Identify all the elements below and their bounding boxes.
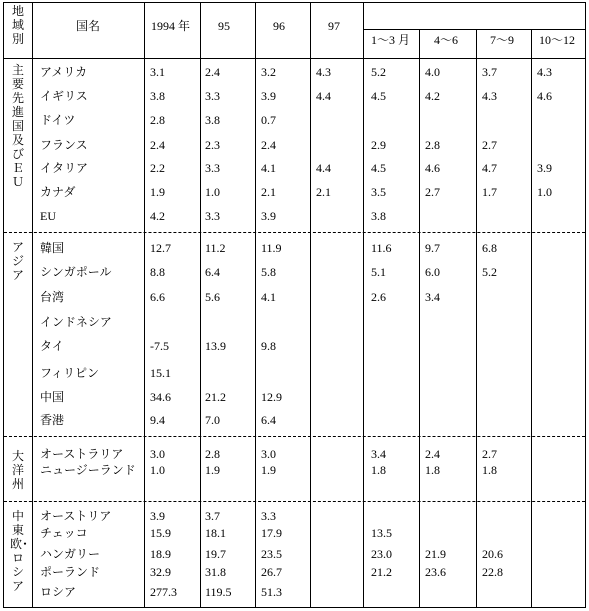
value-cell: 3.4 (371, 447, 386, 461)
header-97: 97 (328, 19, 340, 33)
col-divider (531, 29, 532, 607)
value-cell: 3.7 (205, 509, 220, 523)
value-cell: 11.9 (261, 241, 282, 255)
value-cell: 2.1 (316, 185, 331, 199)
country-name: イタリア (40, 161, 89, 175)
value-cell: 4.4 (316, 89, 331, 103)
country-name: EU (40, 209, 56, 223)
col-divider (32, 3, 33, 607)
region-divider (4, 436, 585, 437)
country-name: 韓国 (40, 241, 65, 255)
value-cell: 23.0 (371, 547, 392, 561)
region-divider (4, 232, 585, 233)
value-cell: 9.7 (425, 241, 440, 255)
value-cell: 15.9 (150, 526, 171, 540)
region-label-major: 主要先進国及びＥＵ (11, 63, 24, 189)
value-cell: 7.0 (205, 413, 220, 427)
country-name: シンガポール (40, 265, 112, 279)
value-cell: 12.9 (261, 390, 282, 404)
value-cell: 2.2 (150, 161, 165, 175)
col-divider (144, 3, 145, 607)
value-cell: 5.2 (482, 265, 497, 279)
value-cell: 23.6 (425, 565, 446, 579)
country-name: ドイツ (40, 113, 76, 127)
value-cell: 4.3 (482, 89, 497, 103)
value-cell: 1.8 (482, 463, 497, 477)
value-cell: 1.7 (482, 185, 497, 199)
region-label-oceania: 大洋州 (11, 449, 24, 491)
value-cell: 8.8 (150, 265, 165, 279)
region-divider (4, 501, 585, 502)
value-cell: 6.8 (482, 241, 497, 255)
value-cell: 4.5 (371, 161, 386, 175)
value-cell: 3.9 (261, 209, 276, 223)
value-cell: 2.8 (205, 447, 220, 461)
col-divider (363, 3, 364, 607)
value-cell: 0.7 (261, 113, 276, 127)
value-cell: 3.0 (261, 447, 276, 461)
value-cell: 4.4 (316, 161, 331, 175)
value-cell: 3.2 (261, 65, 276, 79)
value-cell: 5.1 (371, 265, 386, 279)
value-cell: 5.2 (371, 65, 386, 79)
value-cell: 2.9 (371, 138, 386, 152)
value-cell: 1.0 (205, 185, 220, 199)
country-name: ハンガリー (40, 547, 101, 561)
value-cell: 23.5 (261, 547, 282, 561)
value-cell: 3.5 (371, 185, 386, 199)
country-name: カナダ (40, 185, 76, 199)
value-cell: 2.7 (425, 185, 440, 199)
value-cell: 3.3 (205, 161, 220, 175)
value-cell: 34.6 (150, 390, 171, 404)
region-label-cee-russia: 中東欧･ロシア (10, 509, 29, 593)
data-table (3, 2, 586, 608)
value-cell: 3.9 (537, 161, 552, 175)
country-name: ニュージーランド (40, 463, 136, 477)
value-cell: 3.0 (150, 447, 165, 461)
value-cell: 2.4 (150, 138, 165, 152)
value-cell: 3.4 (425, 290, 440, 304)
value-cell: 12.7 (150, 241, 171, 255)
value-cell: 2.7 (482, 447, 497, 461)
quarter-header-line (363, 29, 585, 30)
value-cell: 4.0 (425, 65, 440, 79)
value-cell: 18.9 (150, 547, 171, 561)
value-cell: 3.9 (150, 509, 165, 523)
header-1994: 1994 年 (151, 19, 191, 33)
value-cell: 13.5 (371, 526, 392, 540)
value-cell: 4.3 (316, 65, 331, 79)
value-cell: 4.7 (482, 161, 497, 175)
value-cell: 277.3 (150, 585, 177, 599)
region-label-asia: アジア (11, 240, 24, 282)
header-bottom-line (4, 58, 585, 59)
value-cell: 5.6 (205, 290, 220, 304)
value-cell: 119.5 (205, 585, 232, 599)
header-region: 地域別 (11, 4, 24, 46)
col-divider (200, 3, 201, 607)
value-cell: 1.9 (150, 185, 165, 199)
value-cell: 51.3 (261, 585, 282, 599)
value-cell: 3.8 (150, 89, 165, 103)
country-name: インドネシア (40, 315, 112, 329)
header-96: 96 (273, 19, 285, 33)
value-cell: 21.9 (425, 547, 446, 561)
value-cell: 2.6 (371, 290, 386, 304)
value-cell: 3.1 (150, 65, 165, 79)
value-cell: 3.8 (371, 209, 386, 223)
value-cell: 11.2 (205, 241, 226, 255)
value-cell: 3.3 (205, 89, 220, 103)
header-q4: 10～12 (539, 33, 576, 47)
country-name: ポーランド (40, 565, 101, 579)
col-divider (419, 29, 420, 607)
value-cell: 2.4 (261, 138, 276, 152)
value-cell: 26.7 (261, 565, 282, 579)
col-divider (310, 3, 311, 607)
value-cell: 2.1 (261, 185, 276, 199)
value-cell: 6.0 (425, 265, 440, 279)
value-cell: 4.5 (371, 89, 386, 103)
country-name: オーストラリア (40, 447, 124, 461)
value-cell: 22.8 (482, 565, 503, 579)
value-cell: 18.1 (205, 526, 226, 540)
value-cell: 4.2 (150, 209, 165, 223)
value-cell: 4.3 (537, 65, 552, 79)
value-cell: 15.1 (150, 366, 171, 380)
value-cell: 1.0 (150, 463, 165, 477)
country-name: イギリス (40, 89, 88, 103)
value-cell: 1.0 (537, 185, 552, 199)
value-cell: 21.2 (205, 390, 226, 404)
value-cell: -7.5 (150, 339, 169, 353)
value-cell: 11.6 (371, 241, 392, 255)
value-cell: 2.4 (425, 447, 440, 461)
value-cell: 1.8 (371, 463, 386, 477)
value-cell: 13.9 (205, 339, 226, 353)
value-cell: 31.8 (205, 565, 226, 579)
country-name: 台湾 (40, 290, 65, 304)
value-cell: 6.4 (261, 413, 276, 427)
value-cell: 1.9 (205, 463, 220, 477)
value-cell: 4.1 (261, 161, 276, 175)
value-cell: 5.8 (261, 265, 276, 279)
value-cell: 4.1 (261, 290, 276, 304)
value-cell: 4.6 (425, 161, 440, 175)
value-cell: 2.8 (150, 113, 165, 127)
value-cell: 19.7 (205, 547, 226, 561)
value-cell: 3.8 (205, 113, 220, 127)
value-cell: 1.9 (261, 463, 276, 477)
col-divider (255, 3, 256, 607)
value-cell: 4.6 (537, 89, 552, 103)
country-name: 香港 (40, 413, 65, 427)
country-name: ロシア (40, 585, 77, 599)
header-q3: 7～9 (490, 33, 515, 47)
value-cell: 21.2 (371, 565, 392, 579)
value-cell: 9.4 (150, 413, 165, 427)
value-cell: 20.6 (482, 547, 503, 561)
value-cell: 3.9 (261, 89, 276, 103)
value-cell: 9.8 (261, 339, 276, 353)
value-cell: 3.3 (205, 209, 220, 223)
country-name: 中国 (40, 390, 65, 404)
value-cell: 2.4 (205, 65, 220, 79)
header-q1: 1～3 月 (371, 33, 411, 47)
country-name: チェッコ (40, 526, 88, 540)
value-cell: 2.7 (482, 138, 497, 152)
value-cell: 2.8 (425, 138, 440, 152)
value-cell: 17.9 (261, 526, 282, 540)
country-name: タイ (40, 339, 64, 353)
value-cell: 3.3 (261, 509, 276, 523)
country-name: オーストリア (40, 509, 112, 523)
value-cell: 3.7 (482, 65, 497, 79)
country-name: フィリピン (40, 366, 100, 380)
value-cell: 6.4 (205, 265, 220, 279)
value-cell: 4.2 (425, 89, 440, 103)
header-q2: 4～6 (434, 33, 459, 47)
value-cell: 1.8 (425, 463, 440, 477)
value-cell: 6.6 (150, 290, 165, 304)
col-divider (476, 29, 477, 607)
value-cell: 32.9 (150, 565, 171, 579)
value-cell: 2.3 (205, 138, 220, 152)
header-95: 95 (218, 19, 230, 33)
header-country: 国名 (76, 19, 101, 33)
country-name: フランス (40, 138, 88, 152)
country-name: アメリカ (40, 65, 88, 79)
